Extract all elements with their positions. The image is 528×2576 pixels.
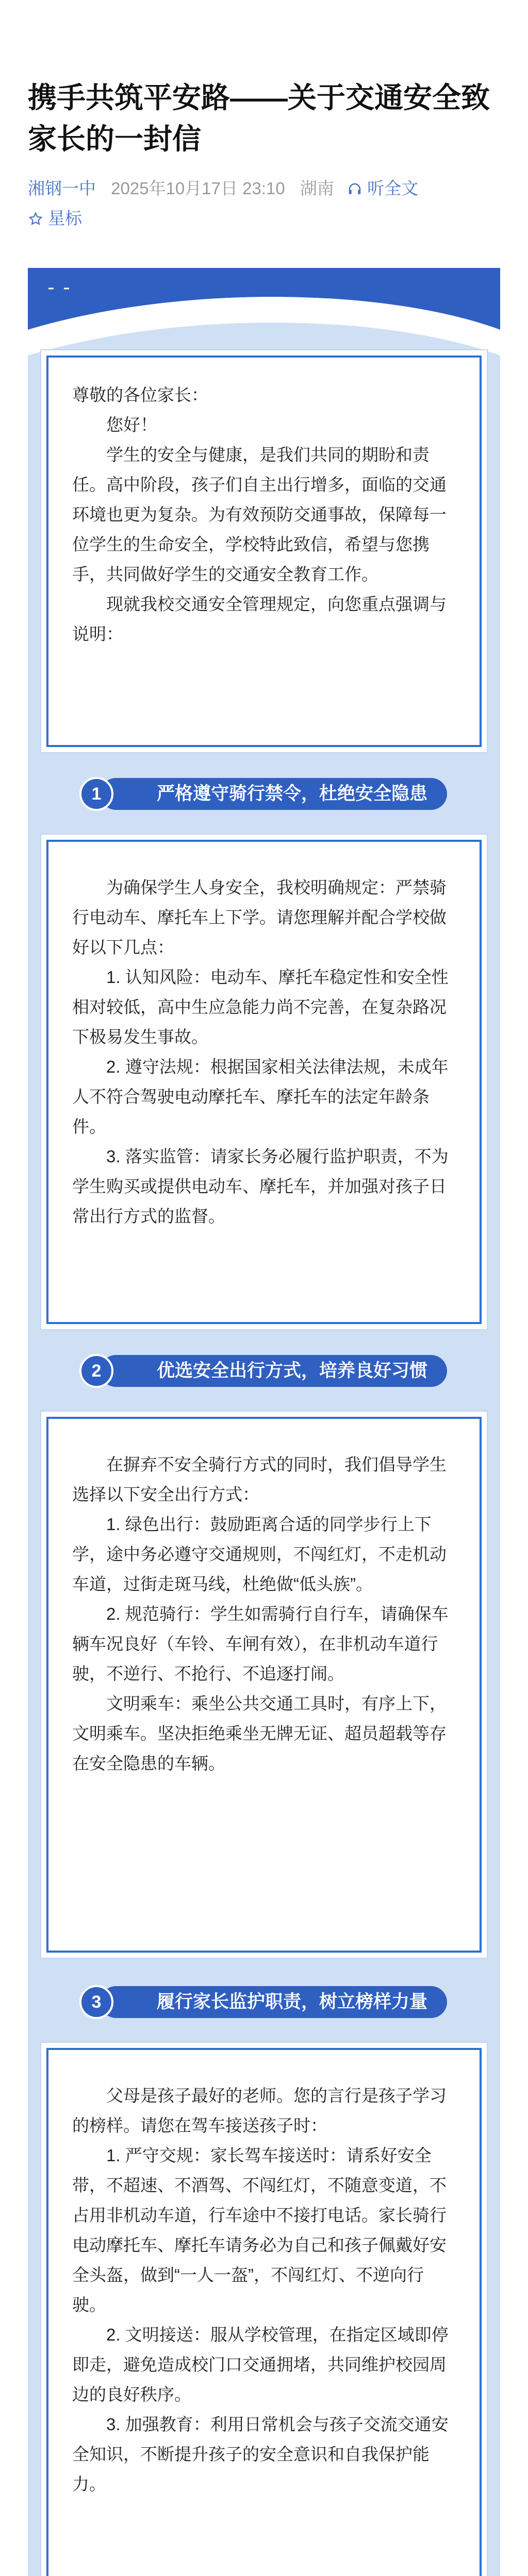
- headphones-icon: [347, 179, 367, 198]
- section-paragraph: 2. 遵守法规：根据国家相关法律法规，未成年人不符合驾驶电动摩托车、摩托车的法定年龄条件。: [72, 1057, 449, 1136]
- star-label: 星标: [48, 209, 82, 228]
- section-number-badge: 3: [79, 1985, 113, 2019]
- section-number-badge: 1: [79, 777, 113, 811]
- location: 湖南: [300, 179, 334, 198]
- section-card-1: [46, 840, 482, 1324]
- listen-label: 听全文: [367, 179, 419, 198]
- listen-button[interactable]: [347, 179, 418, 198]
- section-paragraph: 1. 认知风险：电动车、摩托车稳定性和安全性相对较低，高中生应急能力尚不完善，在复杂路况下极易发生事故。: [72, 968, 449, 1046]
- section-paragraph: 3. 加强教育：利用日常机会与孩子交流交通安全知识，不断提升孩子的安全意识和自我保护能力。: [72, 2415, 449, 2494]
- greeting: 尊敬的各位家长：: [72, 385, 208, 404]
- section-number-badge: 2: [79, 1354, 113, 1388]
- section-heading-label: 优选安全出行方式，培养良好习惯: [100, 1355, 447, 1387]
- section-heading-label: 严格遵守骑行禁令，杜绝安全隐患: [100, 778, 447, 810]
- hello: 您好！: [106, 415, 157, 434]
- section-heading-3: [28, 1986, 500, 2022]
- section-heading-2: [28, 1355, 500, 1391]
- section-card-3: [46, 2048, 482, 2576]
- publish-date: 2025年10月17日 23:10: [111, 179, 285, 198]
- section-card-2: [46, 1417, 482, 1953]
- section-paragraph: 文明乘车：乘坐公共交通工具时，有序上下，文明乘车。坚决拒绝乘坐无牌无证、超员超载等存在安全隐患的车辆。: [72, 1694, 447, 1773]
- section-paragraph: 3. 落实监管：请家长务必履行监护职责，不为学生购买或提供电动车、摩托车，并加强对孩子日常出行方式的监督。: [72, 1147, 449, 1226]
- section-heading-label: 履行家长监护职责，树立榜样力量: [100, 1986, 447, 2018]
- section-paragraph: 2. 规范骑行：学生如需骑行自行车，请确保车辆车况良好（车铃、车闸有效），在非机动车道行驶，不逆行、不抢行、不追逐打闹。: [72, 1604, 449, 1683]
- article-title: 携手共筑平安路——关于交通安全致家长的一封信: [28, 81, 490, 155]
- intro-paragraph: 现就我校交通安全管理规定，向您重点强调与说明：: [72, 595, 447, 643]
- star-button[interactable]: [28, 206, 500, 231]
- section-paragraph: 在摒弃不安全骑行方式的同时，我们倡导学生选择以下安全出行方式：: [72, 1455, 447, 1504]
- intro-paragraph: 学生的安全与健康，是我们共同的期盼和责任。高中阶段，孩子们自主出行增多，面临的交通环境也更为复杂。为有效预防交通事故，保障每一位学生的生命安全，学校特此致信，希望与您携手，共同做好学生的交通安全教育工作。: [72, 445, 447, 584]
- section-paragraph: 2. 文明接送：服从学校管理，在指定区域即停即走，避免造成校门口交通拥堵，共同维护校园周边的良好秩序。: [72, 2325, 449, 2404]
- intro-card: [46, 355, 482, 747]
- letter-frame: [28, 268, 500, 2576]
- section-paragraph: 父母是孩子最好的老师。您的言行是孩子学习的榜样。请您在驾车接送孩子时：: [72, 2086, 447, 2135]
- section-heading-1: [28, 778, 500, 814]
- article-header: [0, 0, 528, 231]
- section-paragraph: 1. 严守交规：家长驾车接送时：请系好安全带，不超速、不酒驾、不闯红灯，不随意变道，不占用非机动车道，行车途中不接打电话。家长骑行电动摩托车、摩托车请务必为自己和孩子佩戴好安全头盔，做到“一人一盔”，不闯红灯、不逆向行驶。: [72, 2146, 447, 2314]
- article-meta: [28, 176, 500, 231]
- section-paragraph: 为确保学生人身安全，我校明确规定：严禁骑行电动车、摩托车上下学。请您理解并配合学校做好以下几点：: [72, 878, 447, 957]
- author-link[interactable]: 湘钢一中: [28, 179, 96, 198]
- section-paragraph: 1. 绿色出行：鼓励距离合适的同学步行上下学，途中务必遵守交通规则，不闯红灯，不走机动车道，过街走斑马线，杜绝做“低头族”。: [72, 1515, 447, 1594]
- star-icon: [28, 209, 48, 228]
